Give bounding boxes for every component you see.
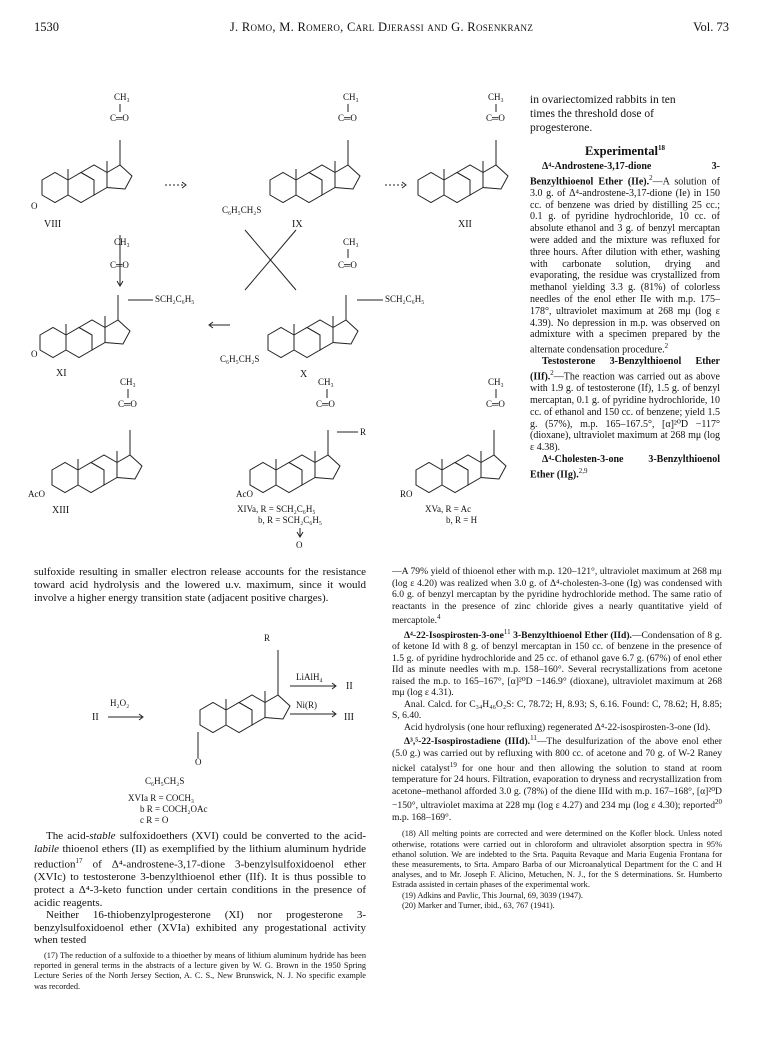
svg-text:LiAlH₄: LiAlH₄ (296, 672, 323, 682)
svg-text:O: O (31, 201, 38, 211)
exp-paragraph-6: Acid hydrolysis (one hour refluxing) regenerated Δ⁴-22-isospirosten-3-one (Id). (404, 721, 711, 733)
label-xiii: XIII (52, 505, 70, 516)
experimental-section (530, 139, 720, 481)
svg-text:CH₃: CH₃ (488, 92, 504, 102)
footnote-20: (20) Marker and Turner, ibid., 63, 767 (1941). (402, 900, 555, 910)
label-viii: VIII (44, 219, 62, 230)
svg-text:H₂O₂: H₂O₂ (110, 698, 130, 708)
svg-text:C═O: C═O (110, 260, 129, 270)
svg-text:Ni(R): Ni(R) (296, 700, 317, 710)
viii-ch3: CH₃ (114, 92, 130, 102)
label-x: X (300, 369, 308, 380)
page-number: 1530 (34, 20, 59, 34)
svg-text:CH₃: CH₃ (318, 377, 334, 387)
svg-text:C═O: C═O (486, 113, 505, 123)
experimental-heading: Experimental$^{18}$ (585, 144, 665, 159)
label-xva: XVa, R = Ac (425, 504, 472, 514)
svg-text:II: II (92, 712, 99, 723)
right-intro: in ovariectomized rabbits in ten times the threshold dose of progesterone. (530, 94, 676, 134)
svg-text:RO: RO (400, 489, 413, 499)
footnote-18: (18) All melting points are corrected and were determined on the Kofler block. Unless noted otherwise, rotations were carried out in chloroform and ultraviolet absorption spectra in 95% ethanol solution. We are indebted to the Srta. Paquita Revaque and Maria Eugenia Frontana for these measurements, to Srta. Amparo Barba of our Microanalytical Department for the C and H analyses, and to Mr. Joseph F. Alicino, Metuchen, N. J., for the S determinations. Sr. Humberto Estrada assisted in certain phases of the experimental work. (392, 829, 722, 890)
label-ix: IX (292, 219, 303, 230)
footnotes-right (392, 829, 722, 911)
label-xvb: b, R = H (446, 515, 478, 525)
svg-text:CH₃: CH₃ (488, 377, 504, 387)
left-paragraph-2: The acid-stable sulfoxidoethers (XVI) could be converted to the acid-labile thioenol ethers (II) as exemplified by the lithium aluminum hydride reduction$^{17}$ of Δ⁴-androstene-3,17-dione 3-benzylsulfoxidoenol ether (XVIc) to testosterone 3-benzylthioenol ether (IIf). It is thus possible to protect a Δ⁴-3-keto function under certain conditions in the presence of acidic reagents. (34, 830, 366, 909)
svg-text:C═O: C═O (486, 399, 505, 409)
left-paragraph-1: sulfoxide resulting in smaller electron release accounts for the resistance toward acid hydrolysis and the lowered u.v. maximum, since it would involve a higher energy transition state (adjacent positive charges). (34, 566, 366, 604)
label-xvic: c R = O (140, 815, 169, 825)
label-xvib: b R = COCH₂OAc (140, 804, 208, 814)
right-column (392, 566, 722, 911)
svg-text:C₆H₅CH₂S: C₆H₅CH₂S (145, 776, 185, 786)
svg-text:CH₃: CH₃ (343, 237, 359, 247)
structure-viii (31, 92, 132, 230)
structure-xiv (236, 377, 366, 550)
left-paragraph-3: Neither 16-thiobenzylprogesterone (XI) nor progesterone 3-benzylsulfoxidoenol ether (XVIa) exhibited any progestational activity when tested (34, 909, 366, 947)
svg-text:O: O (296, 540, 303, 550)
label-xii: XII (458, 219, 472, 230)
svg-text:C═O: C═O (338, 260, 357, 270)
svg-text:C═O: C═O (316, 399, 335, 409)
label-xvia: XVIa R = COCH₃ (128, 793, 194, 803)
svg-text:CH₃: CH₃ (120, 377, 136, 387)
left-column-bottom (34, 830, 366, 992)
svg-text:II: II (346, 681, 353, 692)
svg-text:SCH₂C₆H₅: SCH₂C₆H₅ (155, 294, 195, 304)
exp-paragraph-2: Testosterone 3-Benzylthioenol Ether (IIf).$^2$—The reaction was carried out as above with 1.9 g. of testosterone (If), 1.5 g. of benzyl mercaptan, 0.1 g. of pyridine hydrochloride, 10 cc. of ethanol and 150 cc. of benzene; yield 1.5 g. (57%), m.p. 165–167.5°, [α]²⁰D −117° (dioxane), ultraviolet maximum at 268 mμ (log ε 4.38). (530, 356, 720, 454)
svg-text:CH₃: CH₃ (343, 92, 359, 102)
svg-text:AcO: AcO (236, 489, 253, 499)
exp-paragraph-1: Δ⁴-Androstene-3,17-dione 3-Benzylthioenol Ether (IIe).$^2$—A solution of 3.0 g. of Δ⁴-androstene-3,17-dione (Ie) in 150 cc. of benzene was dried by distilling 25 cc.; 0.1 g. of pyridine hydrochloride, 10 cc. of absolute ethanol and 3 g. of benzyl mercaptan were added and the mixture was refluxed for three hours. After dilution with ether, washing with carbonate solution, drying and evaporating, the residue was crystallized from methanol yielding 3.3 g. (81%) of colorless needles of the enol ether IIe with m.p. 175–178°, ultraviolet maximum at 268 mμ (log ε 4.39). No depression in m.p. was observed on admixture with a specimen prepared by the alternate condensation procedure.$^2$ (530, 160, 720, 356)
svg-text:C═O: C═O (118, 399, 137, 409)
svg-text:O: O (31, 349, 38, 359)
structure-xv (400, 377, 506, 525)
exp-paragraph-3a: Δ⁴-Cholesten-3-one 3-Benzylthioenol Ether (IIg).$^{2,9}$ (530, 454, 720, 481)
authors: J. Romo, M. Romero, Carl Djerassi and G. Rosenkranz (229, 20, 534, 34)
volume: Vol. 73 (693, 20, 729, 34)
left-column-top (34, 566, 366, 604)
label-xivb: b, R = SCH₂C₆H₅ (258, 515, 323, 525)
structure-xiii (28, 377, 142, 516)
label-xiva: XIVa, R = SCH₂C₆H₅ (237, 504, 316, 514)
exp-paragraph-5: Anal. Calcd. for C₃₄H₄₆O₂S: C, 78.72; H, 8.93; S, 6.16. Found: C, 78.62; H, 8.85; S, 6.40. (392, 698, 722, 722)
svg-text:C═O: C═O (338, 113, 357, 123)
svg-text:O: O (195, 757, 202, 767)
exp-paragraph-7: Δ³,⁵-22-Isospirostadiene (IIId).$^{11}$—The desulfurization of the above enol ether (5.0 g.) was carried out by refluxing with 800 cc. of acetone and 70 g. of W-2 Raney nickel catalyst$^{19}$ for one hour and then allowing the solution to stand at room temperature for 24 hours. Filtration, evaporation to dryness and recrystallization from acetone–methanol afforded 3.0 g. (78%) of the diene IIId with m.p. 167–168°, [α]²⁰D −150°, ultraviolet maxima at 228 mμ (log ε 4.27) and 234 mμ (log ε 4.30); reported$^{20}$ m.p. 168–169°. (392, 734, 722, 823)
structure-xii (418, 92, 508, 230)
svg-text:AcO: AcO (28, 489, 45, 499)
svg-text:CH₃: CH₃ (114, 237, 130, 247)
svg-text:III: III (344, 712, 354, 723)
svg-text:R: R (264, 633, 271, 643)
structure-x (220, 237, 424, 380)
footnote-17: (17) The reduction of a sulfoxide to a thioether by means of lithium aluminum hydride has been reported in general terms in the abstracts of a lecture given by W. G. Brown in the 1950 Spring Lecture Series of the North Jersey Section, A. C. S., New Brunswick, N. J. No specific example was recorded. (34, 951, 366, 991)
structure-xvi (128, 633, 290, 825)
exp-paragraph-4: Δ⁴-22-Isospirosten-3-one$^{11}$ 3-Benzylthioenol Ether (IId).—Condensation of 8 g. of ketone Id with 8 g. of benzyl mercaptan in 150 cc. of benzene in the presence of 1.5 g. of pyridine hydrochloride and 25 cc. of ethanol gave 6.7 g. (67%) of enol ether IId as minute needles with m.p. 158–160°. Several recrystallizations from acetone raised the m.p. to 165–167°, [α]²⁰D −146.9° (dioxane), ultraviolet maximum at 268 mμ (log ε 4.31). (392, 627, 722, 699)
svg-text:R: R (360, 427, 367, 437)
svg-text:C₆H₅CH₂S: C₆H₅CH₂S (222, 205, 262, 215)
structure-ix (222, 92, 360, 230)
svg-text:C═O: C═O (110, 113, 129, 123)
svg-text:SCH₂C₆H₅: SCH₂C₆H₅ (385, 294, 425, 304)
structure-xi (31, 237, 194, 379)
footnotes-left (34, 951, 366, 992)
footnote-19: (19) Adkins and Pavlic, This Journal, 69, 3039 (1947). (402, 890, 583, 900)
svg-text:C₆H₅CH₂S: C₆H₅CH₂S (220, 354, 260, 364)
label-xi: XI (56, 368, 67, 379)
exp-paragraph-3: —A 79% yield of thioenol ether with m.p. 120–121°, ultraviolet maximum at 268 mμ (log ε 4.20) was realized when 3.0 g. of Δ⁴-cholesten-3-one (Ig) was condensed with 6.0 g. of benzyl mercaptan by the pyridine hydrochloride method. The same ratio of reactants in the presence of zinc chloride gives a nearly quantitative yield of mercaptole.$^4$ (392, 566, 722, 627)
